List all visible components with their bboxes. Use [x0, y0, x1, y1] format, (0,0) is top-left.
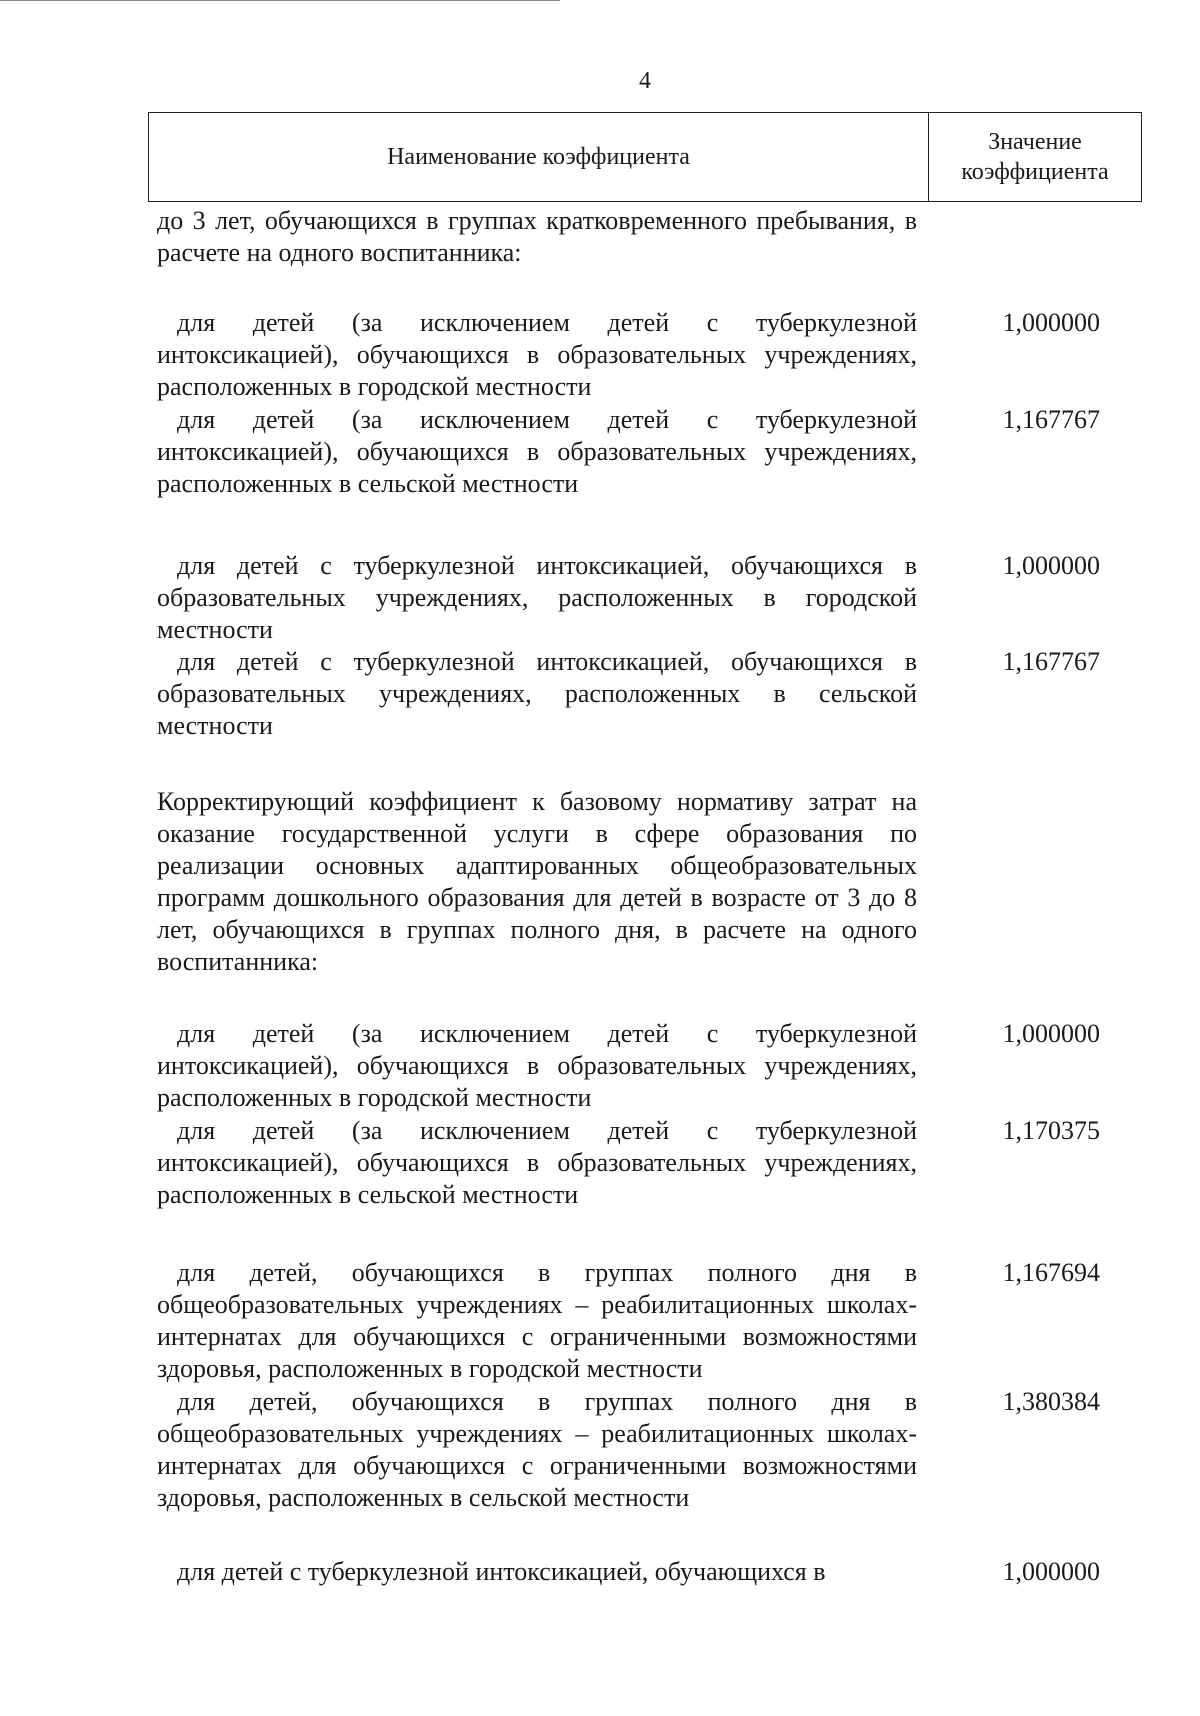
table-header [148, 112, 1142, 202]
table-row-text: Корректирующий коэффициент к базовому нормативу затрат на оказание государственной услуги в сфере образования по реализации основных адаптированных общеобразовательных программ дошкольного образования для детей в возрасте от 3 до 8 лет, обучающихся в группах полного дня, в расчете на одного воспитанника: [157, 787, 917, 976]
coefficient-value: 1,000000 [1002, 1019, 1100, 1048]
page-number: 4 [639, 68, 651, 94]
table-row-text: для детей (за исключением детей с туберкулезной интоксикацией), обучающихся в образовательных учреждениях, расположенных в городской местности [157, 1019, 917, 1112]
coefficient-value: 1,167767 [1002, 405, 1100, 434]
table-row-text: для детей, обучающихся в группах полного дня в общеобразовательных учреждениях – реабилитационных школах-интернатах для обучающихся с ограниченными возможностями здоровья, расположенных в сельской местности [157, 1387, 917, 1512]
coefficient-value: 1,000000 [1002, 1557, 1100, 1586]
coefficient-value: 1,380384 [1002, 1387, 1100, 1416]
table-row-text: для детей (за исключением детей с туберкулезной интоксикацией), обучающихся в образовательных учреждениях, расположенных в сельской местности [157, 1116, 917, 1209]
column-header-value: Значение коэффициента [961, 129, 1109, 185]
coefficient-value: 1,170375 [1002, 1116, 1100, 1145]
coefficient-value: 1,167694 [1002, 1258, 1100, 1287]
scan-edge-line [0, 0, 560, 1]
coefficient-value: 1,000000 [1002, 551, 1100, 580]
table-row-text: до 3 лет, обучающихся в группах кратковременного пребывания, в расчете на одного воспитанника: [157, 206, 917, 267]
table-row-text: для детей с туберкулезной интоксикацией, обучающихся в образовательных учреждениях, расположенных в городской местности [157, 551, 917, 644]
table-row-text: для детей (за исключением детей с туберкулезной интоксикацией), обучающихся в образовательных учреждениях, расположенных в сельской местности [157, 405, 917, 498]
table-row-text: для детей с туберкулезной интоксикацией, обучающихся в образовательных учреждениях, расположенных в сельской местности [157, 647, 917, 740]
table-row-text: для детей, обучающихся в группах полного дня в общеобразовательных учреждениях – реабилитационных школах-интернатах для обучающихся с ограниченными возможностями здоровья, расположенных в городской местности [157, 1258, 917, 1383]
table-row-text: для детей с туберкулезной интоксикацией, обучающихся в [177, 1557, 826, 1586]
coefficient-value: 1,167767 [1002, 647, 1100, 676]
coefficient-value: 1,000000 [1002, 308, 1100, 337]
table-row-text: для детей (за исключением детей с туберкулезной интоксикацией), обучающихся в образовательных учреждениях, расположенных в городской местности [157, 308, 917, 401]
column-header-name: Наименование коэффициента [149, 113, 929, 201]
